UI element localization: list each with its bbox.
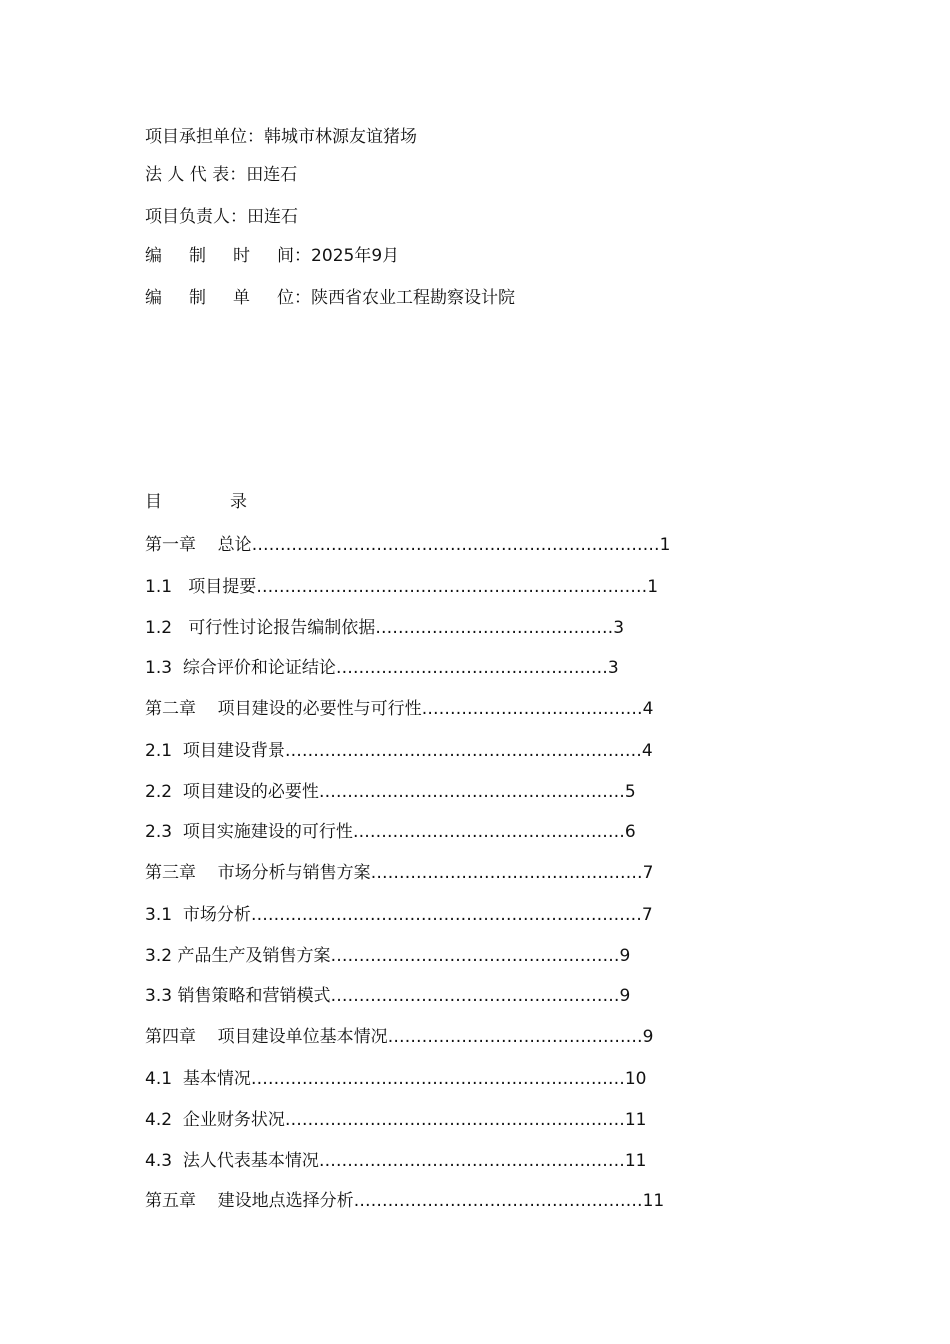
toc-entry[interactable]: 3.3 销售策略和营销模式……………………………………………9 [145, 986, 631, 1006]
cover-legal-rep: 法 人 代 表：田连石 [145, 165, 298, 185]
toc-entry[interactable]: 4.1 基本情况…………………………………………………………10 [145, 1069, 647, 1089]
toc-entry[interactable]: 4.3 法人代表基本情况………………………………………………11 [145, 1151, 647, 1171]
toc-entry[interactable]: 2.3 项目实施建设的可行性…………………………………………6 [145, 822, 636, 842]
cover-org: 编 制 单 位：陕西省农业工程勘察设计院 [145, 288, 516, 308]
toc-entry[interactable]: 第三章 市场分析与销售方案…………………………………………7 [145, 863, 654, 883]
toc-entry[interactable]: 第五章 建设地点选择分析……………………………………………11 [145, 1191, 665, 1211]
toc-entry[interactable]: 第一章 总论………………………………………………………………1 [145, 535, 671, 555]
cover-leader: 项目负责人：田连石 [145, 207, 298, 227]
toc-entry[interactable]: 第二章 项目建设的必要性与可行性…………………………………4 [145, 699, 654, 719]
toc-entry[interactable]: 4.2 企业财务状况……………………………………………………11 [145, 1110, 647, 1130]
toc-title [145, 491, 247, 513]
cover-date: 编 制 时 间：2025年9月 [145, 246, 400, 266]
toc-entry[interactable]: 2.2 项目建设的必要性………………………………………………5 [145, 782, 636, 802]
toc-entry[interactable]: 3.2 产品生产及销售方案……………………………………………9 [145, 946, 631, 966]
toc-entry[interactable]: 3.1 市场分析……………………………………………………………7 [145, 905, 653, 925]
toc-entry[interactable]: 1.1 项目提要……………………………………………………………1 [145, 577, 659, 597]
cover-unit: 项目承担单位：韩城市林源友谊猪场 [145, 127, 417, 147]
toc-entry[interactable]: 第四章 项目建设单位基本情况………………………………………9 [145, 1027, 654, 1047]
toc-entry[interactable]: 2.1 项目建设背景………………………………………………………4 [145, 741, 653, 761]
toc-entry[interactable]: 1.2 可行性讨论报告编制依据……………………………………3 [145, 618, 625, 638]
toc-entry[interactable]: 1.3 综合评价和论证结论…………………………………………3 [145, 658, 619, 678]
toc-title-right: 录 [230, 492, 247, 512]
toc-title-left: 目 [145, 492, 162, 512]
